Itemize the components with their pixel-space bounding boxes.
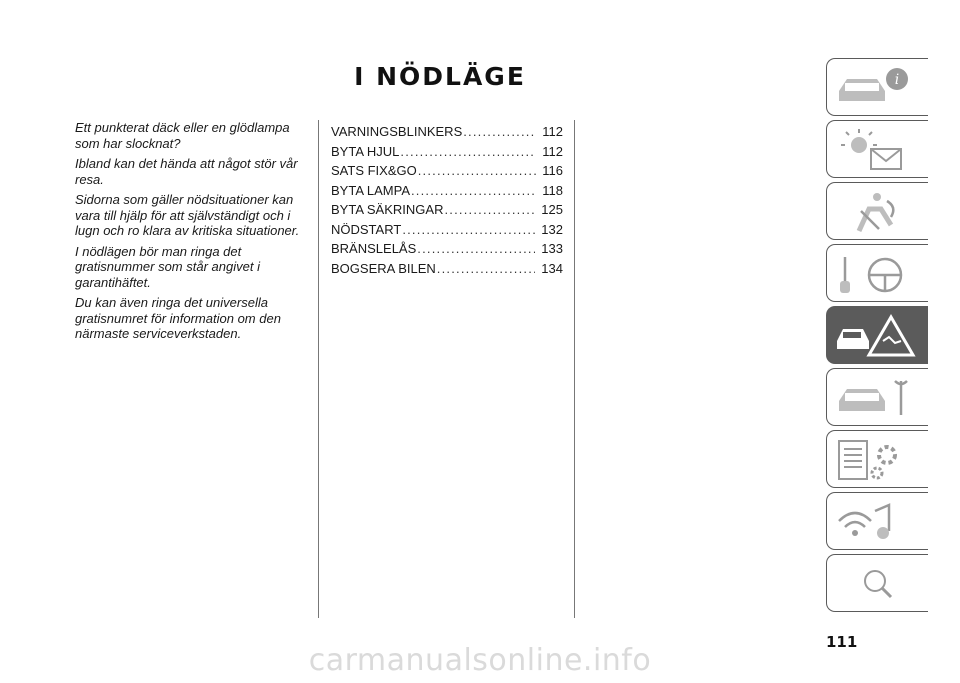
tab-multimedia[interactable] <box>826 492 928 550</box>
toc-page: 118 <box>542 182 563 198</box>
breakdown-warning-triangle-icon <box>831 311 921 361</box>
toc-leader <box>437 261 536 276</box>
toc-page: 125 <box>541 202 563 217</box>
toc-entry[interactable] <box>331 241 563 261</box>
toc-title: SATS FIX&GO <box>331 163 417 178</box>
watermark: carmanualsonline.info <box>308 643 652 678</box>
svg-text:i: i <box>894 72 900 88</box>
intro-paragraph: Sidorna som gäller nödsituationer kan vara till hjälp för att självständigt och i lugn och ro klara av kritiska situationer. <box>75 192 300 238</box>
toc-title: VARNINGSBLINKERS <box>331 124 463 139</box>
toc-title: NÖDSTART <box>331 221 402 237</box>
page-title: I NÖDLÄGE <box>354 62 526 91</box>
table-of-contents <box>331 124 563 280</box>
toc-leader <box>411 183 536 198</box>
tab-in-emergency[interactable] <box>826 306 928 364</box>
technical-data-gear-icon <box>831 435 921 485</box>
alphabetical-index-icon <box>831 559 921 609</box>
page-number: 111 <box>826 633 858 651</box>
tab-index[interactable] <box>826 554 928 612</box>
tab-service-care[interactable] <box>826 368 928 426</box>
toc-leader <box>418 163 537 178</box>
toc-page: 134 <box>541 260 563 276</box>
toc-title: BYTA SÄKRINGAR <box>331 202 444 217</box>
toc-entry[interactable] <box>331 222 563 242</box>
toc-title: BYTA LAMPA <box>331 182 410 198</box>
toc-page: 112 <box>542 124 563 139</box>
toc-page: 132 <box>541 221 563 237</box>
toc-page: 112 <box>542 143 563 159</box>
toc-page: 116 <box>542 163 563 178</box>
column-divider-right <box>574 120 575 618</box>
car-info-icon <box>831 63 921 113</box>
airbag-seat-icon <box>831 187 921 237</box>
key-steering-wheel-icon <box>831 249 921 299</box>
intro-paragraph: I nödlägen bör man ringa det gratisnummer som står angivet i garantihäftet. <box>75 243 260 290</box>
toc-leader <box>463 124 536 139</box>
toc-leader <box>444 202 535 217</box>
tab-warning-lights[interactable] <box>826 120 928 178</box>
toc-entry[interactable] <box>331 202 563 222</box>
toc-title: BYTA HJUL <box>331 143 400 159</box>
toc-entry[interactable] <box>331 261 563 281</box>
tab-car-info[interactable] <box>826 58 928 116</box>
tab-safety[interactable] <box>826 182 928 240</box>
tab-starting-driving[interactable] <box>826 244 928 302</box>
warning-light-message-icon <box>831 125 921 175</box>
car-service-tools-icon <box>831 373 921 423</box>
toc-entry[interactable] <box>331 124 563 144</box>
column-divider-left <box>318 120 319 618</box>
intro-paragraph: Ett punkterat däck eller en glödlampa som har slocknat? <box>75 120 290 151</box>
toc-leader <box>400 144 536 159</box>
toc-leader <box>402 222 535 237</box>
toc-entry[interactable] <box>331 183 563 203</box>
toc-leader <box>417 241 535 256</box>
intro-paragraph: Ibland kan det hända att något stör vår resa. <box>75 156 298 187</box>
tab-technical-data[interactable] <box>826 430 928 488</box>
toc-title: BRÄNSLELÅS <box>331 241 417 256</box>
toc-entry[interactable] <box>331 144 563 164</box>
toc-title: BOGSERA BILEN <box>331 260 436 276</box>
intro-paragraph: Du kan även ringa det universella gratisnumret för information om den närmaste serviceverkstaden. <box>75 295 281 341</box>
multimedia-icon <box>831 497 921 547</box>
toc-page: 133 <box>541 241 563 256</box>
toc-entry[interactable] <box>331 163 563 183</box>
intro-text <box>75 120 311 347</box>
